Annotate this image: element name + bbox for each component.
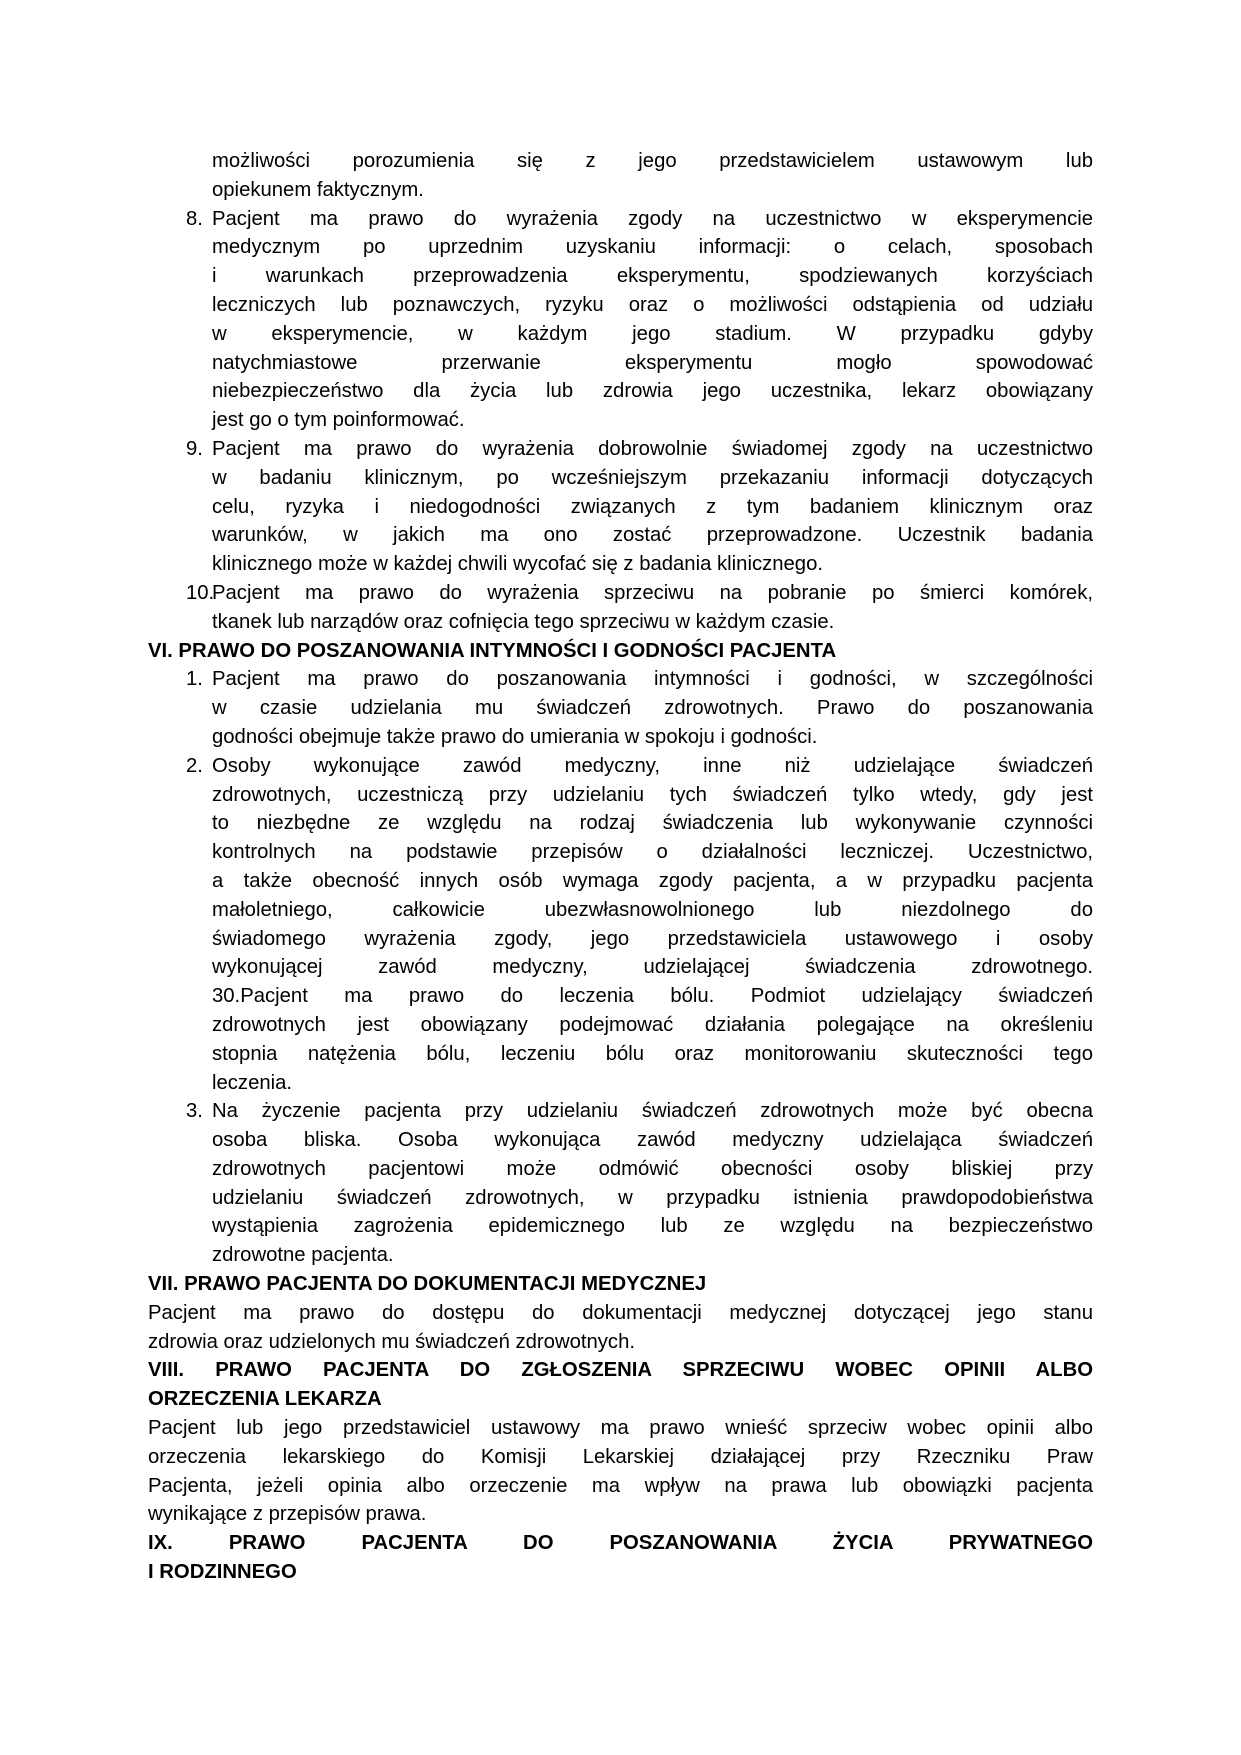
text-line: natychmiastowe przerwanie eksperymentu mogło spowodować [212,351,1093,374]
text-line: udzielaniu świadczeń zdrowotnych, w przypadku istnienia prawdopodobieństwa [212,1186,1093,1209]
text-line: osoba bliska. Osoba wykonująca zawód medyczny udzielająca świadczeń [212,1129,1093,1152]
text-line: Na życzenie pacjenta przy udzielaniu świadczeń zdrowotnych może być obecna [212,1100,1093,1123]
text-line: celu, ryzyka i niedogodności związanych z tym badaniem klinicznym oraz [212,495,1093,518]
text-line: Pacjent ma prawo do wyrażenia zgody na uczestnictwo w eksperymencie [212,207,1093,230]
list-item-number: 8. [186,207,203,230]
list-item-number: 10. [186,581,215,604]
text-line: orzeczenia lekarskiego do Komisji Lekarskiej działającej przy Rzeczniku Praw [148,1445,1093,1468]
heading-line: VIII. PRAWO PACJENTA DO ZGŁOSZENIA SPRZECIWU WOBEC OPINII ALBO [148,1359,1093,1382]
text-line: zdrowotnych pacjentowi może odmówić obecności osoby bliskiej przy [212,1157,1093,1180]
list-item-number: 3. [186,1100,203,1123]
text-line: 30.Pacjent ma prawo do leczenia bólu. Podmiot udzielający świadczeń [212,985,1093,1008]
text-line: wystąpienia zagrożenia epidemicznego lub ze względu na bezpieczeństwo [212,1215,1093,1238]
paragraph-section-viii-body [148,1414,1093,1529]
list-item-number: 9. [186,437,203,460]
text-line: klinicznego może w każdej chwili wycofać się z badania klinicznego. [212,553,823,576]
text-line: zdrowotne pacjenta. [212,1244,394,1267]
text-line: małoletniego, całkowicie ubezwłasnowolnionego lub niezdolnego do [212,898,1093,921]
text-line: godności obejmuje także prawo do umierania w spokoju i godności. [212,725,818,748]
list-item-1 [148,665,1093,751]
text-line: Pacjent ma prawo do wyrażenia sprzeciwu na pobranie po śmierci komórek, [212,581,1093,604]
text-line: a także obecność innych osób wymaga zgody pacjenta, a w przypadku pacjenta [212,869,1093,892]
text-line: Osoby wykonujące zawód medyczny, inne niż udzielające świadczeń [212,754,1093,777]
heading-line: VII. PRAWO PACJENTA DO DOKUMENTACJI MEDYCZNEJ [148,1273,707,1296]
text-line: możliwości porozumienia się z jego przedstawicielem ustawowym lub [212,150,1093,172]
text-line: kontrolnych na podstawie przepisów o działalności leczniczej. Uczestnictwo, [212,841,1093,864]
text-line: zdrowotnych, uczestniczą przy udzielaniu tych świadczeń tylko wtedy, gdy jest [212,783,1093,806]
text-line: Pacjent lub jego przedstawiciel ustawowy ma prawo wnieść sprzeciw wobec opinii albo [148,1417,1093,1440]
heading-line: IX. PRAWO PACJENTA DO POSZANOWANIA ŻYCIA PRYWATNEGO [148,1532,1093,1555]
list-item-number: 1. [186,668,203,691]
text-line: opiekunem faktycznym. [212,178,424,201]
text-line: Pacjenta, jeżeli opinia albo orzeczenie ma wpływ na prawa lub obowiązki pacjenta [148,1474,1093,1497]
text-line: tkanek lub narządów oraz cofnięcia tego sprzeciwu w każdym czasie. [212,610,835,633]
text-line: Pacjent ma prawo do poszanowania intymności i godności, w szczególności [212,668,1093,691]
list-item-2 [148,752,1093,1098]
text-line: leczniczych lub poznawczych, ryzyku oraz o możliwości odstąpienia od udziału [212,293,1093,316]
text-line: wynikające z przepisów prawa. [148,1503,427,1526]
heading-section-vii [148,1270,1093,1299]
heading-line: VI. PRAWO DO POSZANOWANIA INTYMNOŚCI I GODNOŚCI PACJENTA [148,639,837,662]
text-line: Pacjent ma prawo do dostępu do dokumentacji medycznej dotyczącej jego stanu [148,1301,1093,1324]
text-line: niebezpieczeństwo dla życia lub zdrowia jego uczestnika, lekarz obowiązany [212,380,1093,403]
text-line: i warunkach przeprowadzenia eksperymentu, spodziewanych korzyściach [212,265,1093,288]
text-line: medycznym po uprzednim uzyskaniu informacji: o celach, sposobach [212,236,1093,259]
list-item-number: 2. [186,754,203,777]
text-line: wykonującej zawód medyczny, udzielającej świadczenia zdrowotnego. [212,956,1093,979]
heading-line: ORZECZENIA LEKARZA [148,1388,382,1411]
text-line: zdrowotnych jest obowiązany podejmować działania polegające na określeniu [212,1013,1093,1036]
text-line: to niezbędne ze względu na rodzaj świadczenia lub wykonywanie czynności [212,812,1093,835]
heading-section-vi [148,637,1093,666]
text-line: w eksperymencie, w każdym jego stadium. W przypadku gdyby [212,322,1093,345]
paragraph-section-vii-body [148,1299,1093,1357]
text-line: stopnia natężenia bólu, leczeniu bólu oraz monitorowaniu skuteczności tego [212,1042,1093,1065]
document-content [148,147,1093,1587]
text-line: warunków, w jakich ma ono zostać przeprowadzone. Uczestnik badania [212,524,1093,547]
continuation-paragraph [148,147,1093,205]
text-line: w czasie udzielania mu świadczeń zdrowotnych. Prawo do poszanowania [212,697,1093,720]
heading-section-viii [148,1356,1093,1414]
heading-section-ix [148,1529,1093,1587]
list-item-10 [148,579,1093,637]
list-item-3 [148,1097,1093,1270]
heading-line: I RODZINNEGO [148,1561,297,1584]
text-line: w badaniu klinicznym, po wcześniejszym przekazaniu informacji dotyczących [212,466,1093,489]
list-item-9 [148,435,1093,579]
text-line: zdrowia oraz udzielonych mu świadczeń zdrowotnych. [148,1330,635,1353]
text-line: leczenia. [212,1071,293,1094]
text-line: świadomego wyrażenia zgody, jego przedstawiciela ustawowego i osoby [212,927,1093,950]
list-item-8 [148,205,1093,435]
text-line: jest go o tym poinformować. [212,409,465,432]
text-line: Pacjent ma prawo do wyrażenia dobrowolnie świadomej zgody na uczestnictwo [212,437,1093,460]
